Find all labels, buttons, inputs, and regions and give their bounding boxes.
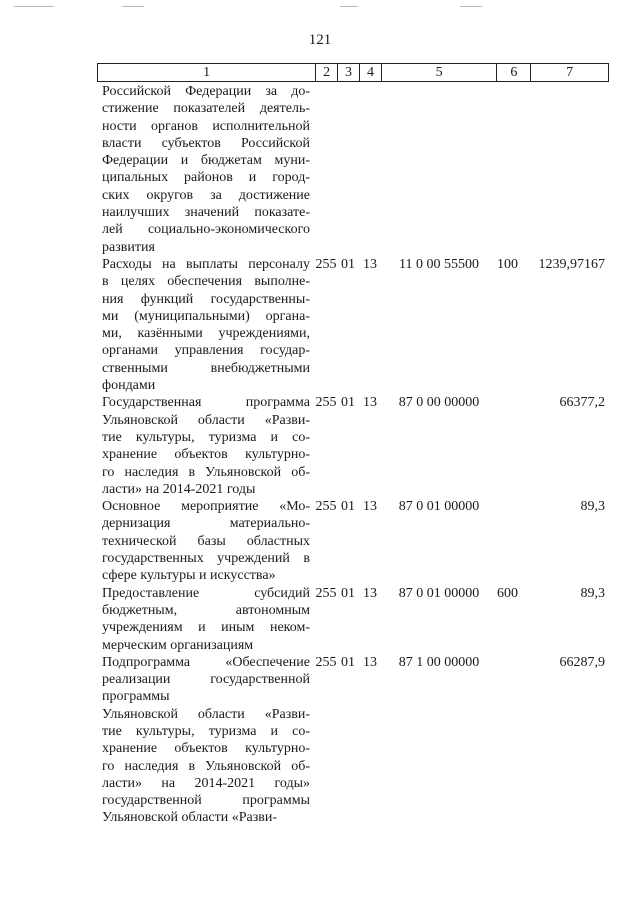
table-header-row (97, 63, 609, 82)
row-description (97, 585, 315, 654)
row-description (97, 256, 315, 394)
col-3-code: 01 (341, 395, 355, 411)
col-5-code: 87 1 00 00000 (398, 654, 480, 670)
description-line: власти субъектов Российской (102, 135, 310, 151)
col-3-code: 01 (341, 499, 355, 515)
description-line: Российской Федерации за до- (102, 84, 310, 99)
col-3-code (337, 83, 359, 256)
description-line: го наследия в Ульяновской об- (102, 758, 310, 774)
col-7-amount: 1239,97167 (538, 256, 605, 272)
scan-artifact (122, 6, 144, 7)
col-4-code: 13 (363, 499, 377, 515)
description-line: органами управления государ- (102, 343, 310, 359)
description-line: тие культуры, туризма и со- (102, 429, 310, 445)
col-6-code (497, 83, 531, 256)
description-line: хранение объектов культурно- (102, 447, 310, 463)
col-4-code: 13 (363, 256, 377, 272)
description-line: в целях обеспечения выполне- (102, 274, 310, 290)
description-line: Государственная программа (102, 395, 310, 411)
description-line: развития (102, 239, 155, 255)
table-body (97, 83, 609, 827)
table-row (97, 394, 609, 498)
header-col-4: 4 (359, 64, 381, 81)
col-6-code: 600 (497, 585, 518, 601)
col-6-code (497, 394, 531, 498)
description-line: лей социально-экономического (102, 222, 310, 238)
description-line: Ульяновской области «Разви- (102, 810, 278, 826)
description-line: мерческим организациям (102, 637, 254, 653)
description-line: фондами (102, 378, 156, 394)
description-line: наилучших значений показате- (102, 205, 310, 221)
description-line: дернизация материально- (102, 516, 310, 532)
scan-artifact (460, 6, 482, 7)
description-line: Ульяновской области «Разви- (102, 412, 310, 428)
scan-artifact (14, 6, 54, 7)
col-4-code: 13 (363, 585, 377, 601)
description-line: ности органов исполнительной (102, 118, 310, 134)
row-description (97, 498, 315, 584)
col-2-code: 255 (315, 654, 337, 670)
description-line: Основное мероприятие «Мо- (102, 499, 310, 515)
description-line: реализации государственной (102, 672, 310, 688)
table-row (97, 498, 609, 584)
description-line: Предоставление субсидий (102, 585, 310, 601)
description-line: стижение показателей деятель- (102, 101, 310, 117)
description-line: Федерации и бюджетам муни- (102, 153, 310, 169)
col-7-amount: 89,3 (580, 499, 605, 515)
col-3-code: 01 (341, 654, 355, 670)
row-description (97, 654, 315, 827)
description-line: ципальных районов и город- (102, 170, 310, 186)
header-col-1: 1 (203, 64, 211, 80)
row-description (97, 394, 315, 498)
description-line: го наследия в Ульяновской об- (102, 464, 310, 480)
description-line: ласти» на 2014-2021 годы» (102, 775, 310, 791)
col-2-code: 255 (315, 395, 337, 411)
description-line: Подпрограмма «Обеспечение (102, 654, 310, 670)
header-col-7: 7 (530, 64, 608, 81)
description-line: программы (102, 689, 170, 705)
description-line: ственными внебюджетными (102, 360, 310, 376)
page-number: 121 (308, 32, 332, 48)
col-4-code: 13 (363, 395, 377, 411)
description-line: ласти» на 2014-2021 годы (102, 481, 256, 497)
table-row (97, 83, 609, 256)
description-line: сфере культуры и искусства» (102, 568, 276, 584)
header-col-3: 3 (337, 64, 359, 81)
col-5-code: 11 0 00 55500 (399, 256, 479, 272)
col-2-code (315, 83, 337, 256)
row-description (97, 83, 315, 256)
description-line: государственной программы (102, 793, 310, 809)
header-col-2: 2 (315, 64, 337, 81)
col-5-code (381, 83, 497, 256)
table-row (97, 256, 609, 394)
col-2-code: 255 (315, 499, 337, 515)
col-2-code: 255 (315, 256, 337, 272)
col-7-amount: 66377,2 (559, 395, 605, 411)
col-5-code: 87 0 01 00000 (398, 499, 480, 515)
col-4-code (359, 83, 381, 256)
description-line: ми, казёнными учреждениями, (102, 326, 310, 342)
description-line: Расходы на выплаты персоналу (102, 256, 310, 272)
scan-artifact (340, 6, 358, 7)
header-col-6: 6 (496, 64, 530, 81)
description-line: ских округов за достижение (102, 187, 310, 203)
col-3-code: 01 (341, 256, 355, 272)
description-line: хранение объектов культурно- (102, 741, 310, 757)
col-7-amount: 66287,9 (559, 654, 605, 670)
col-2-code: 255 (315, 585, 337, 601)
budget-table (97, 63, 609, 827)
description-line: тие культуры, туризма и со- (102, 723, 310, 739)
col-5-code: 87 0 01 00000 (398, 585, 480, 601)
description-line: Ульяновской области «Разви- (102, 706, 310, 722)
description-line: ми (муниципальными) органа- (102, 308, 310, 324)
col-4-code: 13 (363, 654, 377, 670)
col-3-code: 01 (341, 585, 355, 601)
col-6-code (497, 498, 531, 584)
table-row (97, 654, 609, 827)
col-6-code: 100 (497, 256, 518, 272)
description-line: ния функций государственны- (102, 291, 310, 307)
description-line: технической базы областных (102, 533, 310, 549)
col-6-code (497, 654, 531, 827)
description-line: учреждениям и иным неком- (102, 620, 310, 636)
header-col-5: 5 (381, 64, 497, 81)
table-row (97, 585, 609, 654)
col-7-amount (531, 83, 609, 256)
description-line: государственных учреждений в (102, 551, 310, 567)
col-7-amount: 89,3 (580, 585, 605, 601)
description-line: бюджетным, автономным (102, 602, 310, 618)
col-5-code: 87 0 00 00000 (398, 395, 480, 411)
